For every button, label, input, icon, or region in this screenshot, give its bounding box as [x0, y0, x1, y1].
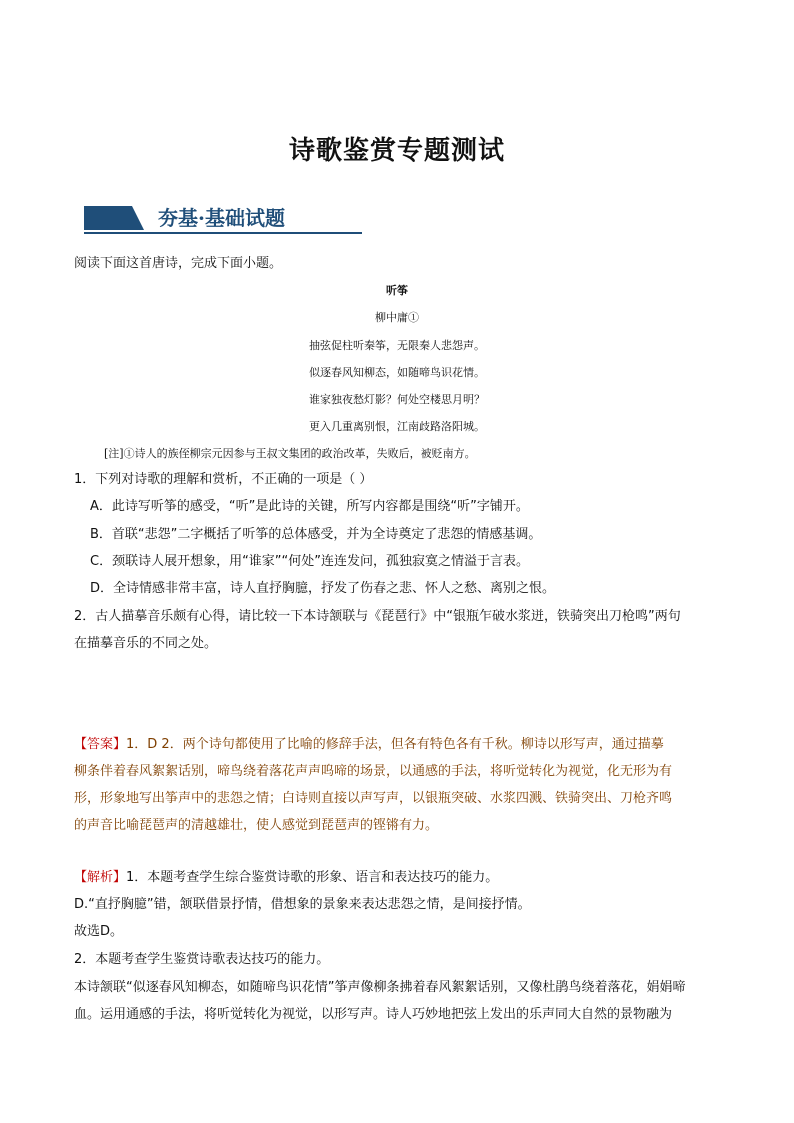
poem-author: 柳中庸①: [375, 311, 419, 324]
question-1-stem: 1．下列对诗歌的理解和赏析，不正确的一项是（ ）: [74, 472, 373, 487]
section-banner: [84, 204, 362, 236]
page-title: 诗歌鉴赏专题测试: [288, 136, 505, 166]
question-2-line: 在描摹音乐的不同之处。: [74, 636, 218, 651]
option-d: D．全诗情感非常丰富，诗人直抒胸臆，抒发了伤春之悲、怀人之愁、离别之恨。: [90, 581, 556, 596]
poem-title: 听筝: [386, 284, 408, 297]
answer-line: [74, 735, 664, 755]
option-a: A．此诗写听筝的感受，“听”是此诗的关键，所写内容都是围绕“听”字铺开。: [90, 499, 529, 514]
analysis-line: D.“直抒胸臆”错，颔联借景抒情，借想象的景象来表达悲怨之情，是间接抒情。: [74, 897, 531, 912]
poem-line: 谁家独夜愁灯影？何处空楼思月明？: [309, 393, 485, 406]
question-2-line: 2．古人描摹音乐颇有心得，请比较一下本诗颔联与《琵琶行》中“银瓶乍破水浆迸，铁骑突出刀枪鸣”两句: [74, 609, 681, 624]
poem-line: 抽弦促柱听秦筝，无限秦人悲怨声。: [309, 339, 485, 352]
answer-line: 形，形象地写出筝声中的悲怨之情；白诗则直接以声写声，以银瓶突破、水浆四溅、铁骑突出、刀枪齐鸣: [74, 791, 673, 806]
instruction: 阅读下面这首唐诗，完成下面小题。: [74, 256, 283, 271]
analysis-line: [74, 868, 498, 888]
analysis-label: 【解析】: [74, 870, 127, 885]
analysis-line: 本诗颔联“似逐春风知柳态，如随啼鸟识花情”筝声像柳条拂着春风絮絮话别，又像杜鹃鸟绕着落花，娟娟啼: [74, 980, 686, 995]
option-c: C．颈联诗人展开想象，用“谁家”“何处”连连发问，孤独寂寞之情溢于言表。: [90, 554, 530, 569]
poem-line: 更入几重离别恨，江南歧路洛阳城。: [309, 420, 485, 433]
analysis-line: 2．本题考查学生鉴赏诗歌表达技巧的能力。: [74, 952, 330, 967]
answer-label: 【答案】: [74, 737, 127, 752]
poem-line: 似逐春风知柳态，如随啼鸟识花情。: [309, 366, 485, 379]
analysis-line: 故选D。: [74, 924, 124, 939]
option-b: B．首联“悲怨”二字概括了听筝的总体感受，并为全诗奠定了悲怨的情感基调。: [90, 527, 542, 542]
poem-note: [注]①诗人的族侄柳宗元因参与王叔文集团的政治改革，失败后，被贬南方。: [104, 447, 476, 460]
analysis-text: 1．本题考查学生综合鉴赏诗歌的形象、语言和表达技巧的能力。: [126, 870, 499, 885]
answer-line: 柳条伴着春风絮絮话别，啼鸟绕着落花声声呜啼的场景，以通感的手法，将听觉转化为视觉，化无形为有: [74, 764, 673, 779]
section-label: 夯基·基础试题: [158, 206, 285, 230]
answer-line: 的声音比喻琵琶声的清越雄壮，使人感觉到琵琶声的铿锵有力。: [74, 818, 439, 833]
analysis-line: 血。运用通感的手法，将听觉转化为视觉，以形写声。诗人巧妙地把弦上发出的乐声同大自然的景物融为: [74, 1007, 673, 1022]
answer-text: 1．D 2．两个诗句都使用了比喻的修辞手法，但各有特色各有千秋。柳诗以形写声，通过描摹: [126, 737, 664, 752]
